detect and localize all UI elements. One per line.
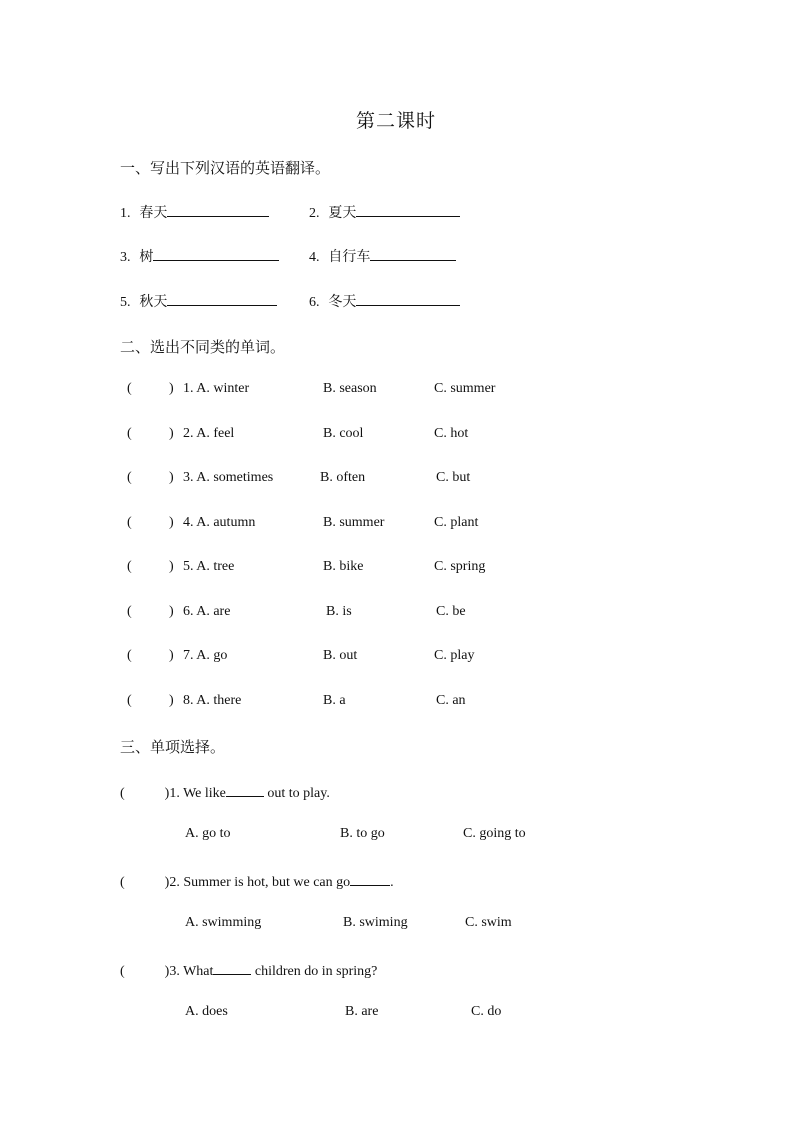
option-b[interactable]: B. summer	[323, 515, 385, 530]
option-a[interactable]	[183, 515, 255, 531]
translation-item: 5. 秋天	[120, 291, 277, 311]
option-a-text: A. go	[196, 648, 228, 663]
option-a[interactable]: A. go to	[185, 826, 231, 841]
paren-open: (	[127, 470, 132, 485]
answer-blank[interactable]	[356, 291, 460, 306]
paren-open: (	[127, 693, 132, 708]
translation-item: 3. 树	[120, 246, 279, 266]
answer-blank[interactable]	[370, 246, 456, 261]
answer-blank[interactable]	[167, 291, 277, 306]
paren-open: (	[127, 559, 132, 574]
question-stem: ( )1. We like out to play.	[120, 782, 330, 802]
option-a-text: A. tree	[196, 559, 235, 574]
paren-open: (	[127, 381, 132, 396]
paren-close: )	[169, 693, 174, 708]
translation-item: 4. 自行车	[309, 246, 456, 266]
option-a-text: A. sometimes	[196, 470, 274, 485]
section-2-heading: 二、选出不同类的单词。	[120, 338, 286, 356]
option-c[interactable]: C. swim	[465, 915, 512, 930]
question-stem: ( )3. What children do in spring?	[120, 960, 377, 980]
section-1-heading: 一、写出下列汉语的英语翻译。	[120, 159, 331, 177]
option-c[interactable]: C. be	[436, 604, 466, 619]
option-c[interactable]: C. plant	[434, 515, 479, 530]
option-a-text: A. feel	[196, 426, 235, 441]
option-a[interactable]	[183, 426, 234, 442]
translation-item: 6. 冬天	[309, 291, 460, 311]
option-b[interactable]: B. season	[323, 381, 377, 396]
paren-open: (	[127, 648, 132, 663]
option-b[interactable]: B. cool	[323, 426, 364, 441]
option-b[interactable]: B. swiming	[343, 915, 408, 930]
option-b[interactable]: B. to go	[340, 826, 385, 841]
option-a-text: A. winter	[196, 381, 250, 396]
option-c[interactable]: C. summer	[434, 381, 496, 396]
option-b[interactable]: B. out	[323, 648, 358, 663]
option-c[interactable]: C. going to	[463, 826, 526, 841]
answer-blank[interactable]	[356, 202, 460, 217]
translation-item: 1. 春天	[120, 202, 269, 222]
option-a[interactable]	[183, 559, 234, 575]
translation-item: 2. 夏天	[309, 202, 460, 222]
answer-blank[interactable]	[350, 871, 390, 886]
question-number: 7.	[183, 648, 194, 663]
option-b[interactable]: B. a	[323, 693, 346, 708]
page-title: 第二课时	[356, 110, 437, 132]
question-number: 4.	[183, 515, 194, 530]
option-b[interactable]: B. are	[345, 1004, 379, 1019]
paren-open: (	[127, 426, 132, 441]
option-a[interactable]	[183, 470, 273, 486]
option-b[interactable]: B. bike	[323, 559, 364, 574]
answer-blank[interactable]	[153, 246, 279, 261]
option-a[interactable]: A. does	[185, 1004, 228, 1019]
answer-blank[interactable]	[167, 202, 269, 217]
question-number: 8.	[183, 693, 194, 708]
question-number: 3.	[183, 470, 194, 485]
option-c[interactable]: C. an	[436, 693, 466, 708]
option-a-text: A. there	[196, 693, 242, 708]
option-c[interactable]: C. do	[471, 1004, 502, 1019]
paren-close: )	[169, 648, 174, 663]
paren-close: )	[169, 381, 174, 396]
paren-close: )	[169, 470, 174, 485]
paren-close: )	[169, 559, 174, 574]
option-b[interactable]: B. often	[320, 470, 366, 485]
option-a[interactable]	[183, 604, 230, 620]
paren-close: )	[169, 515, 174, 530]
question-stem: ( )2. Summer is hot, but we can go .	[120, 871, 394, 891]
option-a-text: A. are	[196, 604, 231, 619]
option-b[interactable]: B. is	[326, 604, 352, 619]
section-3-heading: 三、单项选择。	[120, 738, 226, 756]
question-number: 2.	[183, 426, 194, 441]
answer-blank[interactable]	[213, 960, 251, 975]
option-c[interactable]: C. but	[436, 470, 471, 485]
option-a-text: A. autumn	[196, 515, 256, 530]
paren-close: )	[169, 426, 174, 441]
option-c[interactable]: C. spring	[434, 559, 486, 574]
answer-blank[interactable]	[226, 782, 264, 797]
question-number: 6.	[183, 604, 194, 619]
option-c[interactable]: C. hot	[434, 426, 469, 441]
paren-open: (	[127, 515, 132, 530]
option-a[interactable]: A. swimming	[185, 915, 262, 930]
option-c[interactable]: C. play	[434, 648, 475, 663]
option-a[interactable]	[183, 648, 227, 664]
question-number: 5.	[183, 559, 194, 574]
option-a[interactable]	[183, 381, 249, 397]
option-a[interactable]	[183, 693, 241, 709]
question-number: 1.	[183, 381, 194, 396]
paren-open: (	[127, 604, 132, 619]
paren-close: )	[169, 604, 174, 619]
